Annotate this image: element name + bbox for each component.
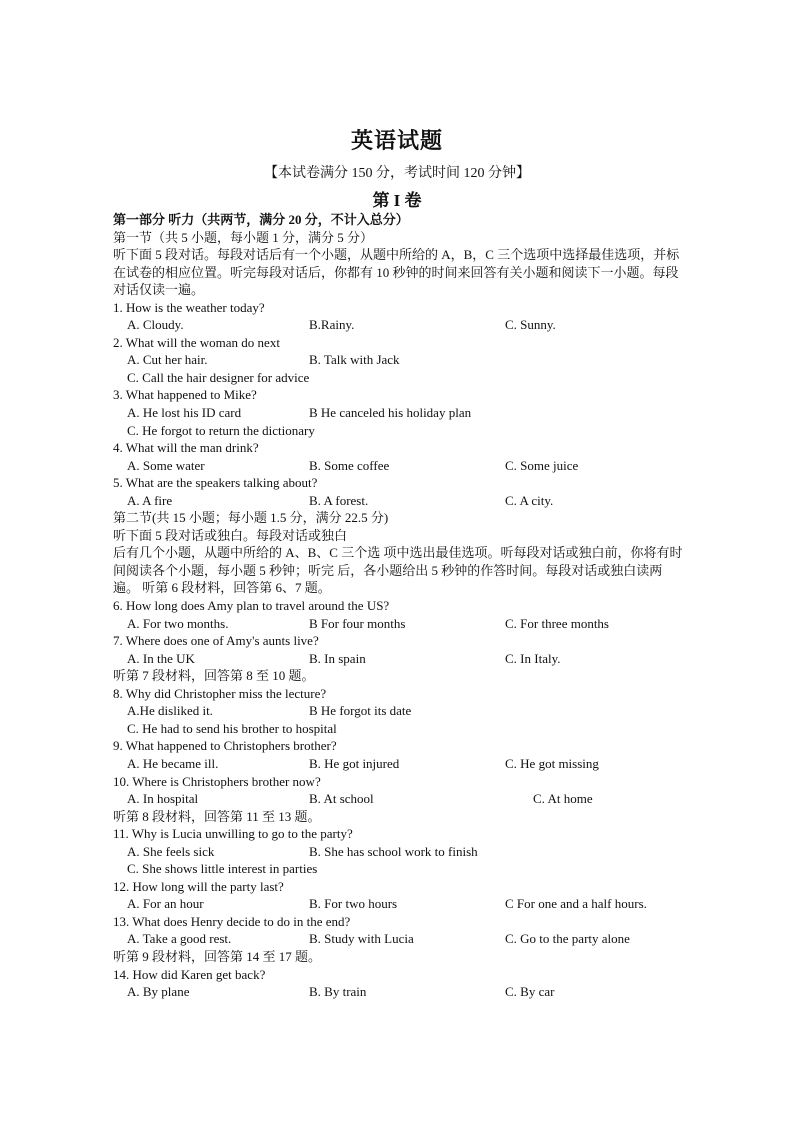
exam-body — [113, 211, 683, 1001]
option-a: A. By plane — [127, 984, 190, 1000]
option-c: C. He got missing — [505, 755, 599, 771]
option-c: C. Go to the party alone — [505, 931, 630, 947]
section2-instructions-line: 听下面 5 段对话或独白。每段对话或独白 — [113, 527, 348, 543]
option-c: C. For three months — [505, 615, 609, 631]
question-stem: 8. Why did Christopher miss the lecture? — [113, 685, 327, 701]
option-b: B. In spain — [309, 650, 366, 666]
option-a: A. He lost his ID card — [127, 405, 242, 421]
options-row — [113, 351, 683, 369]
question-stem: 9. What happened to Christophers brother? — [113, 738, 337, 754]
question-stem: 4. What will the man drink? — [113, 440, 259, 456]
options-row — [113, 755, 683, 773]
option-a: A. A fire — [127, 492, 173, 508]
option-a: A. For an hour — [127, 896, 204, 912]
material-instruction: 听第 9 段材料，回答第 14 至 17 题。 — [113, 948, 322, 964]
option-a: A. He became ill. — [127, 755, 219, 771]
option-a: A. In hospital — [127, 791, 199, 807]
exam-info: 【本试卷满分 150 分，考试时间 120 分钟】 — [264, 166, 530, 181]
option-b: B. Study with Lucia — [309, 931, 414, 947]
options-row — [113, 457, 683, 475]
option-b: B. Some coffee — [309, 457, 390, 473]
option-c: C. Sunny. — [505, 317, 556, 333]
question-stem: 6. How long does Amy plan to travel around the US? — [113, 598, 390, 614]
option-c: C. He had to send his brother to hospital — [127, 720, 337, 736]
part1-heading: 第一部分 听力（共两节，满分 20 分，不计入总分） — [113, 212, 409, 227]
question-stem: 5. What are the speakers talking about? — [113, 475, 318, 491]
question-stem: 11. Why is Lucia unwilling to go to the party? — [113, 826, 353, 842]
option-b: B. She has school work to finish — [309, 843, 478, 859]
option-b: B. He got injured — [309, 755, 400, 771]
option-a: A. Take a good rest. — [127, 931, 232, 947]
option-c: C. Some juice — [505, 457, 579, 473]
question-stem: 12. How long will the party last? — [113, 878, 284, 894]
option-a: A. Some water — [127, 457, 205, 473]
question-stem: 13. What does Henry decide to do in the end? — [113, 913, 351, 929]
option-b: B He canceled his holiday plan — [309, 405, 472, 421]
options-row — [113, 843, 683, 861]
section1-heading: 第一节（共 5 小题，每小题 1 分，满分 5 分） — [113, 229, 374, 245]
question-stem: 10. Where is Christophers brother now? — [113, 773, 321, 789]
question-stem: 7. Where does one of Amy's aunts live? — [113, 633, 319, 649]
option-c: C For one and a half hours. — [505, 896, 647, 912]
options-row — [113, 404, 683, 422]
section2-instructions: 后有几个小题，从题中所给的 A、B、C 三个选 项中选出最佳选项。听每段对话或独白前，你将有时间阅读各个小题，每小题 5 秒钟；听完 后，各小题给出 5 秒钟的作答时间。每段对话或独白读两遍。 听第 6 段材料，回答第 6、7 题。 — [113, 545, 683, 596]
option-c: C. At home — [533, 791, 593, 807]
option-a: A.He disliked it. — [127, 703, 213, 719]
option-a: A. Cut her hair. — [127, 352, 208, 368]
option-b: B. For two hours — [309, 896, 398, 912]
options-row — [113, 492, 683, 510]
option-a: A. Cloudy. — [127, 317, 184, 333]
question-stem: 14. How did Karen get back? — [113, 966, 266, 982]
material-instruction: 听第 8 段材料，回答第 11 至 13 题。 — [113, 808, 321, 824]
options-row — [113, 369, 683, 387]
option-b: B. At school — [309, 791, 374, 807]
question-stem: 3. What happened to Mike? — [113, 387, 257, 403]
options-row — [113, 615, 683, 633]
option-a: A. In the UK — [127, 650, 195, 666]
question-stem: 2. What will the woman do next — [113, 334, 280, 350]
options-row — [113, 790, 683, 808]
section1-instructions: 听下面 5 段对话。每段对话后有一个小题，从题中所给的 A，B，C 三个选项中选择最佳选项，并标在试卷的相应位置。听完每段对话后，你都有 10 秒钟的时间来回答有关小题和阅读下一小题。每段对话仅读一遍。 — [113, 247, 680, 298]
option-c: C. Call the hair designer for advice — [127, 369, 310, 385]
option-b: B.Rainy. — [309, 317, 355, 333]
page-title: 英语试题 — [350, 128, 443, 153]
option-b: B. Talk with Jack — [309, 352, 400, 368]
volume-heading: 第 I 卷 — [372, 191, 422, 210]
options-row — [113, 860, 683, 878]
option-b: B For four months — [309, 615, 406, 631]
material-instruction: 听第 7 段材料，回答第 8 至 10 题。 — [113, 668, 315, 684]
option-a: A. For two months. — [127, 615, 229, 631]
option-c: C. In Italy. — [505, 650, 561, 666]
options-row — [113, 930, 683, 948]
option-a: A. She feels sick — [127, 843, 215, 859]
options-row — [113, 422, 683, 440]
option-c: C. She shows little interest in parties — [127, 861, 318, 877]
options-row — [113, 720, 683, 738]
option-c: C. By car — [505, 984, 555, 1000]
section2-heading: 第二节(共 15 小题；每小题 1.5 分，满分 22.5 分) — [113, 510, 389, 526]
options-row — [113, 650, 683, 668]
options-row — [113, 895, 683, 913]
option-b: B. By train — [309, 984, 367, 1000]
option-b: B. A forest. — [309, 492, 369, 508]
option-c: C. A city. — [505, 492, 554, 508]
options-row — [113, 316, 683, 334]
options-row — [113, 983, 683, 1001]
option-b: B He forgot its date — [309, 703, 412, 719]
options-row — [113, 702, 683, 720]
question-stem: 1. How is the weather today? — [113, 299, 265, 315]
option-c: C. He forgot to return the dictionary — [127, 422, 315, 438]
